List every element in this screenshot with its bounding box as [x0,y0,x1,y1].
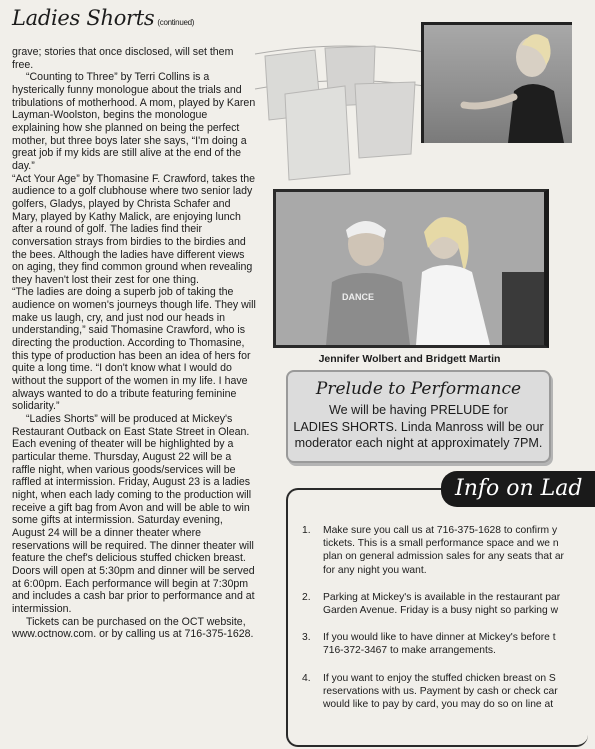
article-paragraph: “Counting to Three” by Terri Collins is a hysterically funny monologue about the trials and tribulations of motherhood. A mom, played by Karen Layman-Woolston, begins the monologue explaining how she planned on being the perfect mother, but three boys later she says, “I'm doing a great job if my kids are still alive at the end of the day.” [12,71,256,172]
title-text: Ladies Shorts [12,6,155,30]
page-title [12,6,194,30]
item-line: 716-372-3467 to make arrangements. [323,645,496,657]
actors-silhouette [276,192,544,345]
performer-photo [421,22,572,143]
item-number: 4. [302,672,311,684]
item-number: 3. [302,632,311,644]
prelude-box [286,370,551,463]
list-item [302,524,569,577]
info-title: Info on Lad [441,471,595,507]
item-line: reservations with us. Payment by cash or check car [323,685,558,697]
item-number: 1. [302,525,311,536]
item-line: If you would like to have dinner at Mickey's before t [323,632,556,644]
list-item [302,631,569,657]
continued-label: (continued) [157,18,195,27]
item-number: 2. [302,591,311,603]
item-line: Make sure you call us at 716-375-1628 to confirm y [323,525,558,536]
article-paragraph: grave; stories that once disclosed, will set them free. [12,46,234,71]
item-line: plan on general admission sales for any seats that ar [323,551,564,563]
list-item [302,591,569,617]
item-line: would like to pay by card, you may do so on line at [323,699,554,711]
photo-caption: Jennifer Wolbert and Bridgett Martin [318,353,501,365]
svg-text:DANCE: DANCE [342,292,375,302]
info-list [302,524,569,725]
prelude-text [288,402,549,452]
prelude-line: We will be having PRELUDE for [329,403,508,417]
prelude-line: moderator each night at approximately 7PM. [294,436,543,450]
performer-silhouette [424,25,572,143]
article-paragraph: “Act Your Age” by Thomasine F. Crawford, takes the audience to a golf clubhouse where two senior lady golfers, Gladys, played by Christa Schafer and Mary, played by Kathy Malick, are enjoying lunch after a round of golf. The ladies find their conversation strays from birdies to the birdies and the bees. Although the ladies have different views on aging, they find common ground when revealing they haven't lost their zest for one thing. [12,172,255,286]
article-paragraph: “The ladies are doing a superb job of taking the audience on women's journeys though life. They will make us laugh, cry, and just nod our heads in understanding,” said Thomasine Crawford, who is directing the production. According to Thomasine, this type of production has been an idea of hers for quite a long time. “I don't know what I would do without the support of the women in my life. I have always wanted to do a tribute featuring feminine solidarity.” [12,286,256,413]
item-line: If you want to enjoy the stuffed chicken breast on S [323,672,556,684]
item-line: Parking at Mickey's is available in the restaurant par [323,591,561,603]
laundry-illustration [255,34,425,184]
list-item [302,672,569,712]
article-paragraph: “Ladies Shorts” will be produced at Mickey's Restaurant Outback on East State Street in Olean. Each evening of theater will be highlighted by a particular theme. Thursday, August 22 will be a raffle night, when various goods/services will be raffled at intermission. Friday, August 23 is a ladies night, when each lady coming to the production will receive a gift bag from Avon and will be able to win some gifts at intermission. Saturday evening, August 24 will be a dinner theater where reservations will be required. The dinner theater will feature the chef's delicious stuffed chicken breast. Doors will open at 5:30pm and dinner will be served at 6:00pm. Each performance will begin at 7:30pm and includes a cash bar prior to performance and at intermission. [12,413,255,615]
article-paragraph: Tickets can be purchased on the OCT website, www.octnow.com. or by calling us at 716-375-1628. [12,615,254,641]
actors-photo [273,189,549,348]
prelude-title: Prelude to Performance [315,379,522,399]
prelude-line: LADIES SHORTS. Linda Manross will be our [293,419,544,434]
item-line: tickets. This is a small performance space and we n [323,538,559,550]
article-column [12,46,256,641]
item-line: for any night you want. [323,564,427,576]
item-line: Garden Avenue. Friday is a busy night so parking w [323,605,559,617]
